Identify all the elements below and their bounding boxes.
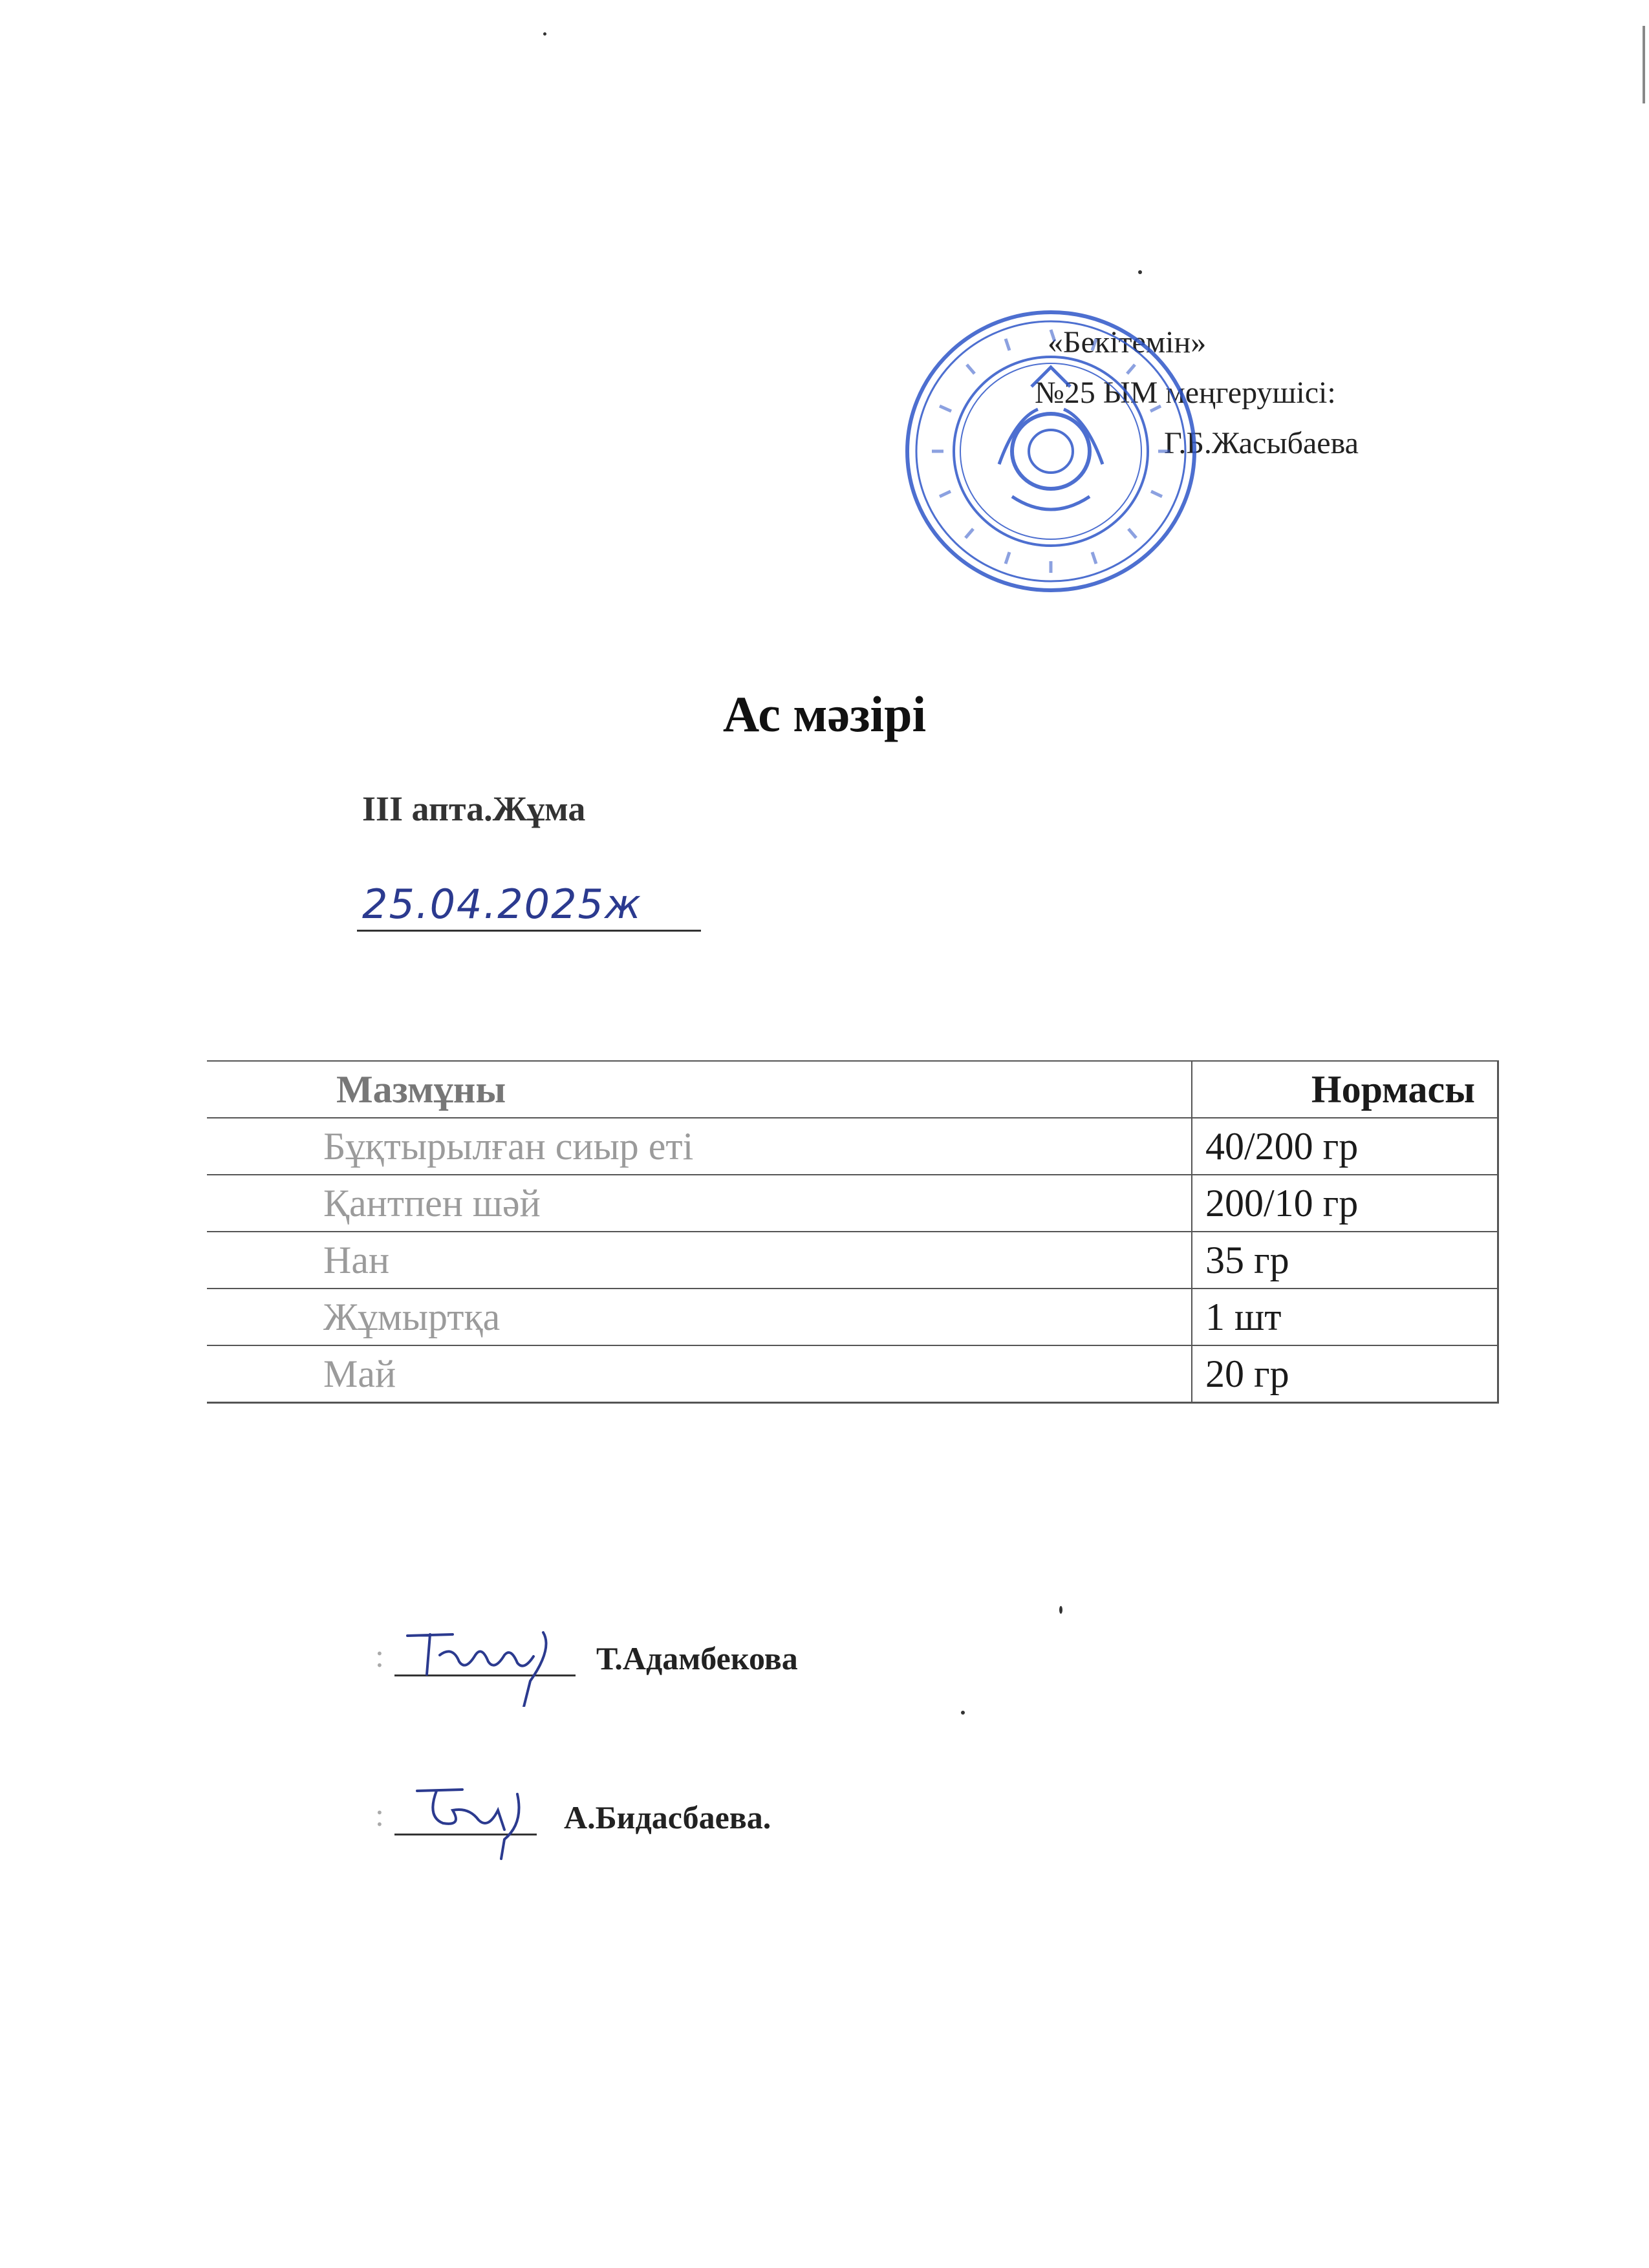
handwritten-date: 25.04.2025ж bbox=[362, 881, 642, 928]
dish-norm: 1 шт bbox=[1192, 1289, 1498, 1345]
header-norm: Нормасы bbox=[1192, 1061, 1498, 1118]
dish-norm: 200/10 гр bbox=[1192, 1175, 1498, 1232]
header-contents: Мазмұны bbox=[207, 1061, 1192, 1118]
table-row bbox=[207, 1118, 1498, 1175]
scan-speck bbox=[543, 32, 546, 36]
dish-name: Бұқтырылған сиыр еті bbox=[207, 1118, 1192, 1175]
menu-table bbox=[207, 1060, 1499, 1404]
approval-signatory: Г.Б.Жасыбаева bbox=[1164, 426, 1359, 460]
table-header-row bbox=[207, 1061, 1498, 1118]
document-title: Ас мәзірі bbox=[722, 686, 927, 742]
signatory-name: Т.Адамбекова bbox=[596, 1640, 798, 1676]
table-row bbox=[207, 1232, 1498, 1289]
approval-heading: «Бекітемін» bbox=[1048, 325, 1207, 359]
dish-norm: 40/200 гр bbox=[1192, 1118, 1498, 1175]
official-seal-stamp bbox=[902, 303, 1200, 600]
scan-speck bbox=[961, 1711, 965, 1715]
table-row bbox=[207, 1345, 1498, 1403]
table-row bbox=[207, 1289, 1498, 1345]
table-row bbox=[207, 1175, 1498, 1232]
dish-norm: 35 гр bbox=[1192, 1232, 1498, 1289]
dish-name: Нан bbox=[207, 1232, 1192, 1289]
dish-name: Жұмыртқа bbox=[207, 1289, 1192, 1345]
signature-colon: : bbox=[375, 1797, 384, 1833]
handwritten-signature bbox=[394, 1610, 588, 1707]
dish-norm: 20 гр bbox=[1192, 1345, 1498, 1403]
signatory-name: А.Бидасбаева. bbox=[564, 1799, 771, 1835]
handwritten-signature bbox=[407, 1771, 550, 1862]
date-underline bbox=[357, 930, 701, 932]
scan-speck bbox=[1138, 270, 1142, 274]
scan-edge bbox=[1643, 26, 1645, 103]
week-day-label: III апта.Жұма bbox=[362, 789, 586, 828]
scan-speck bbox=[1059, 1606, 1062, 1614]
signature-colon: : bbox=[375, 1638, 384, 1674]
dish-name: Май bbox=[207, 1345, 1192, 1403]
approval-position: №25 ЫМ меңгерушісі: bbox=[1035, 376, 1336, 410]
dish-name: Қантпен шәй bbox=[207, 1175, 1192, 1232]
